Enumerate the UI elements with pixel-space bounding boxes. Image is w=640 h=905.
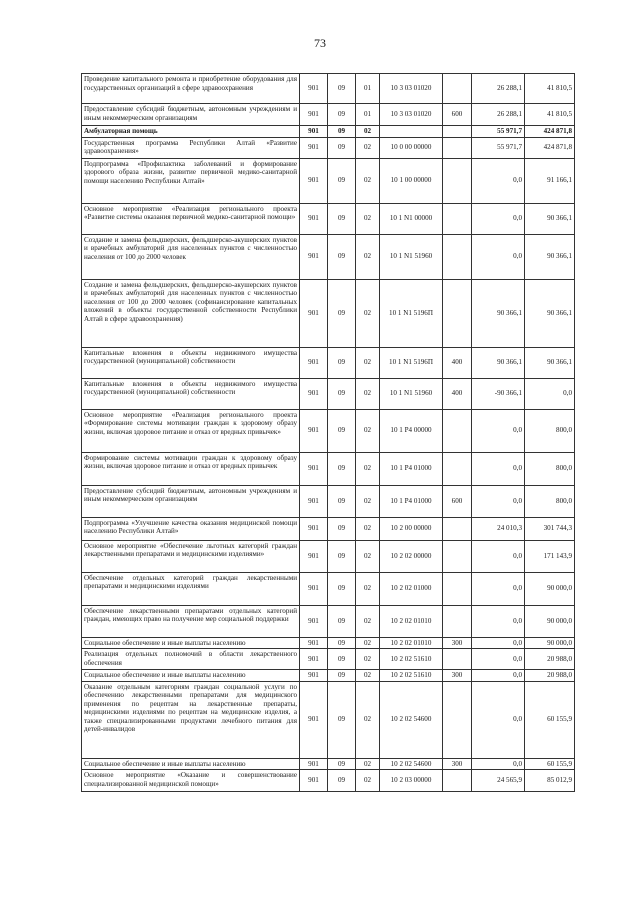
section-code-cell: 09 [328,517,356,540]
row-name-cell: Основное мероприятие «Реализация регионального проекта «Развитие системы оказания первичной медико-санитарной помощи» [82,203,300,234]
section-code-cell: 09 [328,649,356,670]
subsection-code-cell: 02 [356,347,380,378]
table-row [82,126,575,138]
row-name-cell: Предоставление субсидий бюджетным, автономным учреждениям и иным некоммерческим организациям [82,104,300,126]
row-name-cell: Социальное обеспечение и иные выплаты населению [82,758,300,770]
expense-type-cell [443,605,472,637]
ministry-code-cell: 901 [300,758,328,770]
amount-total-cell: 90 000,0 [525,637,575,649]
subsection-code-cell: 02 [356,203,380,234]
subsection-code-cell: 02 [356,517,380,540]
target-article-cell: 10 2 02 01010 [380,605,443,637]
ministry-code-cell: 901 [300,670,328,682]
ministry-code-cell: 901 [300,409,328,452]
section-code-cell: 09 [328,670,356,682]
subsection-code-cell: 02 [356,234,380,279]
amount-total-cell: 90 000,0 [525,572,575,605]
amount-total-cell: 90 366,1 [525,279,575,347]
amount-total-cell: 91 166,1 [525,158,575,203]
ministry-code-cell: 901 [300,770,328,792]
row-name-cell: Социальное обеспечение и иные выплаты населению [82,637,300,649]
table-row [82,347,575,378]
amount-total-cell: 90 366,1 [525,203,575,234]
row-name-cell: Основное мероприятие «Обеспечение льготных категорий граждан лекарственными препаратами и медицинскими изделиями» [82,540,300,572]
expense-type-cell [443,770,472,792]
subsection-code-cell: 02 [356,409,380,452]
amount-total-cell: 90 000,0 [525,605,575,637]
row-name-cell: Основное мероприятие «Оказание и совершенствование специализированной медицинской помощи» [82,770,300,792]
amount-total-cell: 800,0 [525,485,575,517]
expense-type-cell [443,137,472,158]
expense-type-cell [443,517,472,540]
amount-change-cell: 0,0 [472,758,525,770]
ministry-code-cell: 901 [300,74,328,104]
table-row [82,485,575,517]
table-row [82,758,575,770]
row-name-cell: Формирование системы мотивации граждан к здоровому образу жизни, включая здоровое питание и отказ от вредных привычек [82,452,300,485]
table-row [82,605,575,637]
row-name-cell: Подпрограмма «Профилактика заболеваний и формирование здорового образа жизни, развитие первичной медико-санитарной помощи населению Республики Алтай» [82,158,300,203]
expense-type-cell: 300 [443,670,472,682]
expense-type-cell [443,409,472,452]
subsection-code-cell: 02 [356,670,380,682]
amount-change-cell: 0,0 [472,540,525,572]
section-code-cell: 09 [328,572,356,605]
subsection-code-cell: 02 [356,572,380,605]
amount-total-cell: 424 871,8 [525,137,575,158]
row-name-cell: Подпрограмма «Улучшение качества оказания медицинской помощи населению Республики Алтай» [82,517,300,540]
target-article-cell: 10 2 00 00000 [380,517,443,540]
row-name-cell: Создание и замена фельдшерских, фельдшерско-акушерских пунктов и врачебных амбулаторий для населенных пунктов с численностью населения от 100 до 2000 человек [82,234,300,279]
expense-type-cell: 600 [443,485,472,517]
amount-change-cell: 24 565,9 [472,770,525,792]
subsection-code-cell: 02 [356,158,380,203]
target-article-cell: 10 2 02 51610 [380,670,443,682]
expense-type-cell [443,452,472,485]
subsection-code-cell: 02 [356,758,380,770]
table-row [82,681,575,758]
expense-type-cell: 400 [443,347,472,378]
table-row [82,74,575,104]
section-code-cell: 09 [328,409,356,452]
section-code-cell: 09 [328,758,356,770]
table-row [82,104,575,126]
amount-change-cell: 0,0 [472,670,525,682]
section-code-cell: 09 [328,347,356,378]
target-article-cell [380,126,443,138]
amount-total-cell: 41 810,5 [525,74,575,104]
target-article-cell: 10 1 N1 51960 [380,234,443,279]
target-article-cell: 10 1 P4 01000 [380,452,443,485]
amount-change-cell: 0,0 [472,637,525,649]
ministry-code-cell: 901 [300,540,328,572]
ministry-code-cell: 901 [300,485,328,517]
expense-type-cell [443,681,472,758]
amount-total-cell: 60 155,9 [525,758,575,770]
amount-change-cell: 0,0 [472,203,525,234]
section-code-cell: 09 [328,485,356,517]
target-article-cell: 10 0 00 00000 [380,137,443,158]
row-name-cell: Социальное обеспечение и иные выплаты населению [82,670,300,682]
row-name-cell: Амбулаторная помощь [82,126,300,138]
ministry-code-cell: 901 [300,279,328,347]
section-code-cell: 09 [328,104,356,126]
row-name-cell: Реализация отдельных полномочий в области лекарственного обеспечения [82,649,300,670]
target-article-cell: 10 1 00 00000 [380,158,443,203]
table-row [82,637,575,649]
amount-total-cell: 800,0 [525,409,575,452]
amount-change-cell: 0,0 [472,649,525,670]
amount-change-cell: 0,0 [472,452,525,485]
table-row [82,203,575,234]
expense-type-cell: 400 [443,378,472,409]
expense-type-cell [443,234,472,279]
row-name-cell: Оказание отдельным категориям граждан социальной услуги по обеспечению лекарственными препаратами для медицинского применения по рецептам на лекарственные препараты, медицинскими изделиями по рецептам на медицинские изделия, а также специализированными продуктами лечебного питания для детей-инвалидов [82,681,300,758]
amount-total-cell: 60 155,9 [525,681,575,758]
expense-type-cell [443,572,472,605]
expense-type-cell: 600 [443,104,472,126]
expense-type-cell [443,649,472,670]
row-name-cell: Обеспечение отдельных категорий граждан лекарственными препаратами и медицинскими изделиями [82,572,300,605]
ministry-code-cell: 901 [300,605,328,637]
target-article-cell: 10 2 02 00000 [380,540,443,572]
ministry-code-cell: 901 [300,234,328,279]
amount-total-cell: 301 744,3 [525,517,575,540]
table-row [82,452,575,485]
section-code-cell: 09 [328,378,356,409]
target-article-cell: 10 1 P4 01000 [380,485,443,517]
target-article-cell: 10 1 N1 5196П [380,279,443,347]
section-code-cell: 09 [328,137,356,158]
subsection-code-cell: 02 [356,452,380,485]
target-article-cell: 10 3 03 01020 [380,74,443,104]
subsection-code-cell: 01 [356,74,380,104]
ministry-code-cell: 901 [300,137,328,158]
ministry-code-cell: 901 [300,517,328,540]
table-row [82,649,575,670]
section-code-cell: 09 [328,540,356,572]
ministry-code-cell: 901 [300,104,328,126]
section-code-cell: 09 [328,681,356,758]
amount-change-cell: -90 366,1 [472,378,525,409]
amount-change-cell: 0,0 [472,605,525,637]
section-code-cell: 09 [328,605,356,637]
section-code-cell: 09 [328,452,356,485]
expense-type-cell [443,540,472,572]
amount-change-cell: 55 971,7 [472,137,525,158]
amount-change-cell: 24 010,3 [472,517,525,540]
table-row [82,670,575,682]
target-article-cell: 10 1 P4 00000 [380,409,443,452]
subsection-code-cell: 02 [356,137,380,158]
expense-type-cell [443,74,472,104]
amount-change-cell: 0,0 [472,485,525,517]
amount-total-cell: 20 988,0 [525,670,575,682]
subsection-code-cell: 01 [356,104,380,126]
amount-change-cell: 0,0 [472,158,525,203]
expense-type-cell: 300 [443,758,472,770]
target-article-cell: 10 1 N1 51960 [380,378,443,409]
table-row [82,279,575,347]
ministry-code-cell: 901 [300,452,328,485]
ministry-code-cell: 901 [300,126,328,138]
section-code-cell: 09 [328,126,356,138]
amount-change-cell: 0,0 [472,234,525,279]
table-row [82,409,575,452]
target-article-cell: 10 2 02 51610 [380,649,443,670]
row-name-cell: Предоставление субсидий бюджетным, автономным учреждениям и иным некоммерческим организациям [82,485,300,517]
section-code-cell: 09 [328,74,356,104]
table-row [82,770,575,792]
amount-total-cell: 41 810,5 [525,104,575,126]
expense-type-cell [443,203,472,234]
row-name-cell: Капитальные вложения в объекты недвижимого имущества государственной (муниципальной) собственности [82,347,300,378]
ministry-code-cell: 901 [300,681,328,758]
target-article-cell: 10 2 03 00000 [380,770,443,792]
row-name-cell: Проведение капитального ремонта и приобретение оборудования для государственных организаций в сфере здравоохранения [82,74,300,104]
amount-total-cell: 424 871,8 [525,126,575,138]
row-name-cell: Капитальные вложения в объекты недвижимого имущества государственной (муниципальной) собственности [82,378,300,409]
ministry-code-cell: 901 [300,347,328,378]
ministry-code-cell: 901 [300,378,328,409]
amount-change-cell: 0,0 [472,572,525,605]
target-article-cell: 10 3 03 01020 [380,104,443,126]
section-code-cell: 09 [328,770,356,792]
row-name-cell: Обеспечение лекарственными препаратами отдельных категорий граждан, имеющих право на получение мер социальной поддержки [82,605,300,637]
subsection-code-cell: 02 [356,279,380,347]
table-row [82,572,575,605]
amount-change-cell: 0,0 [472,681,525,758]
subsection-code-cell: 02 [356,605,380,637]
expense-type-cell [443,158,472,203]
target-article-cell: 10 1 N1 5196П [380,347,443,378]
expense-type-cell: 300 [443,637,472,649]
amount-change-cell: 0,0 [472,409,525,452]
subsection-code-cell: 02 [356,637,380,649]
table-row [82,378,575,409]
subsection-code-cell: 02 [356,681,380,758]
amount-change-cell: 26 288,1 [472,74,525,104]
amount-total-cell: 800,0 [525,452,575,485]
row-name-cell: Основное мероприятие «Реализация регионального проекта «Формирование системы мотивации граждан к здоровому образу жизни, включая здоровое питание и отказ от вредных привычек» [82,409,300,452]
target-article-cell: 10 2 02 54600 [380,681,443,758]
target-article-cell: 10 2 02 01010 [380,637,443,649]
amount-change-cell: 55 971,7 [472,126,525,138]
section-code-cell: 09 [328,637,356,649]
table-row [82,234,575,279]
ministry-code-cell: 901 [300,572,328,605]
expense-type-cell [443,126,472,138]
amount-total-cell: 171 143,9 [525,540,575,572]
section-code-cell: 09 [328,158,356,203]
ministry-code-cell: 901 [300,637,328,649]
target-article-cell: 10 1 N1 00000 [380,203,443,234]
budget-table [81,73,575,792]
section-code-cell: 09 [328,203,356,234]
table-row [82,517,575,540]
table-row [82,137,575,158]
ministry-code-cell: 901 [300,203,328,234]
amount-total-cell: 85 012,9 [525,770,575,792]
target-article-cell: 10 2 02 01000 [380,572,443,605]
section-code-cell: 09 [328,234,356,279]
target-article-cell: 10 2 02 54600 [380,758,443,770]
row-name-cell: Государственная программа Республики Алтай «Развитие здравоохранения» [82,137,300,158]
subsection-code-cell: 02 [356,126,380,138]
page-number: 73 [314,36,326,50]
amount-total-cell: 20 988,0 [525,649,575,670]
amount-total-cell: 90 366,1 [525,347,575,378]
expense-type-cell [443,279,472,347]
amount-change-cell: 26 288,1 [472,104,525,126]
subsection-code-cell: 02 [356,485,380,517]
subsection-code-cell: 02 [356,378,380,409]
table-row [82,540,575,572]
amount-change-cell: 90 366,1 [472,279,525,347]
subsection-code-cell: 02 [356,649,380,670]
amount-total-cell: 90 366,1 [525,234,575,279]
budget-table-body [82,74,575,792]
amount-change-cell: 90 366,1 [472,347,525,378]
section-code-cell: 09 [328,279,356,347]
row-name-cell: Создание и замена фельдшерских, фельдшерско-акушерских пунктов и врачебных амбулаторий для населенных пунктов с численностью населения от 100 до 2000 человек (софинансирование капитальных вложений в объекты государственной собственности Республики Алтай в сфере здравоохранения) [82,279,300,347]
subsection-code-cell: 02 [356,540,380,572]
ministry-code-cell: 901 [300,649,328,670]
table-row [82,158,575,203]
subsection-code-cell: 02 [356,770,380,792]
ministry-code-cell: 901 [300,158,328,203]
amount-total-cell: 0,0 [525,378,575,409]
